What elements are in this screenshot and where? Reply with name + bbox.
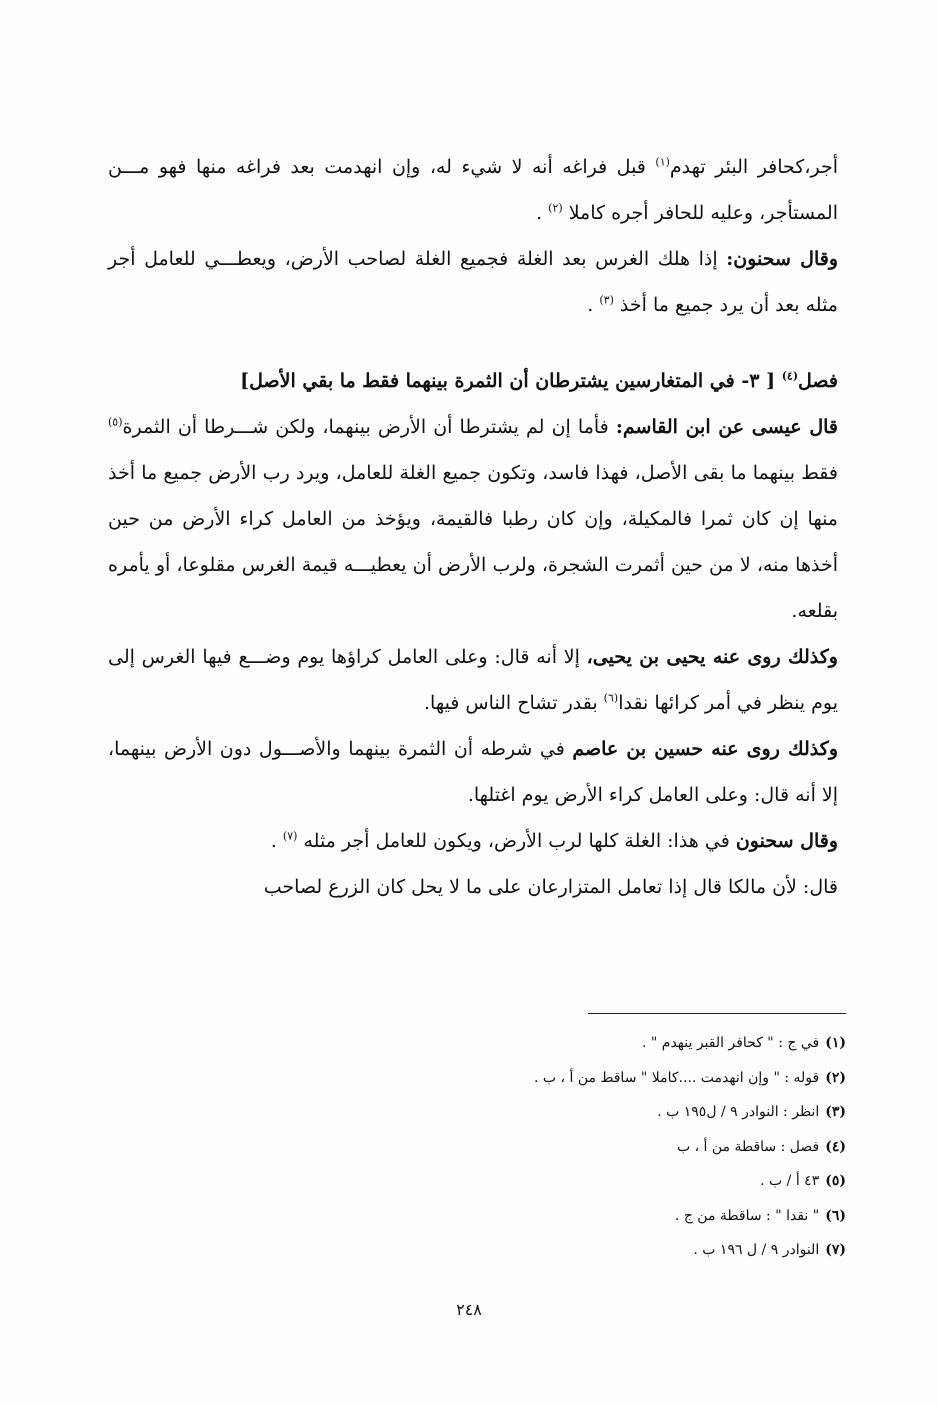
footnote-ref: (٦) [603, 691, 619, 705]
footnote-text: ٤٣ أ / ب . [760, 1173, 820, 1189]
footnote-text: في ج : " كحافر القبر ينهدم " . [642, 1035, 820, 1051]
text-span: في شرطه أن الثمرة بينهما والأصـــول دون الأرض بينهما، إلا أنه قال: وعلى العامل كراء الأرض يوم اغتلها. [108, 738, 838, 806]
paragraph-4 [108, 634, 838, 726]
paragraph-2 [108, 236, 838, 328]
speaker-bold: وكذلك روى عنه حسين بن عاصم [572, 738, 838, 760]
paragraph-7 [108, 864, 838, 910]
footnote-number: (٥) [825, 1173, 846, 1189]
text-span: في هذا: الغلة كلها لرب الأرض، ويكون للعامل أجر مثله [297, 830, 736, 852]
text-span: فقط بينهما ما بقى الأصل، فهذا فاسد، وتكون جميع الغلة للعامل، ويرد رب الأرض جميع ما أخذ منها إن كان ثمرا فالمكيلة، وإن كان رطبا فالقيمة، ويؤخذ من العامل كراء الأرض من حين أخذها منه، لا من حين أثمرت الشجرة، ولرب الأرض أن يعطيـــه قيمة الغرس مقلوعا، أو يأمره بقلعه. [108, 462, 838, 622]
speaker-bold: وكذلك روى عنه يحيى بن يحيى، [586, 646, 838, 668]
text-span: . [536, 202, 549, 224]
footnote-ref: (٢) [548, 201, 563, 215]
footnote-ref: (٧) [282, 829, 298, 843]
text-span: إلا أنه قال: وعلى العامل كراؤها يوم وضـــع فيها الغرس إلى يوم ينظر في أمر كرائها نقدا [108, 646, 838, 714]
text-span: أجر،كحافر البئر تهدم [669, 156, 839, 178]
section-heading [108, 358, 838, 404]
footnote-number: (٦) [825, 1207, 846, 1224]
text-span: . [587, 294, 600, 316]
footnote-ref: (٤) [781, 369, 799, 383]
text-span: بقدر تشاح الناس فيها. [423, 692, 604, 714]
footnote-6 [346, 1199, 846, 1234]
footnote-number: (٢) [825, 1069, 846, 1086]
text-span: . [270, 830, 283, 852]
paragraph-6 [108, 818, 838, 864]
footnote-4 [346, 1130, 846, 1165]
footnote-number: (٧) [825, 1242, 846, 1258]
text-span: قبل فراغه أنه لا شيء له، وإن انهدمت بعد فراغه منها فهو مـــن المستأجر، وعليه للحافر أجره كاملا [108, 156, 838, 224]
paragraph-3 [108, 404, 838, 634]
footnote-number: (٤) [825, 1138, 846, 1155]
speaker-bold: وقال سحنون: [726, 248, 838, 270]
footnote-text: قوله : " وإن انهدمت ....كاملا " ساقط من أ ، ب . [534, 1069, 820, 1086]
text-span: فأما إن لم يشترطا أن الأرض بينهما، ولكن شـــرطا أن الثمرة [122, 416, 616, 438]
text-span: قال: لأن مالكا قال إذا تعامل المتزارعان على ما لا يحل كان الزرع لصاحب [263, 876, 838, 898]
footnote-text: " نقدا " : ساقطة من ج . [674, 1207, 820, 1224]
footnote-text: فصل : ساقطة من أ ، ب [676, 1138, 820, 1155]
text-span: إذا هلك الغرس بعد الغلة فجميع الغلة لصاحب الأرض، ويعطـــي للعامل أجر مثله بعد أن يرد جميع ما أخذ [108, 248, 838, 316]
footnote-5 [346, 1164, 846, 1199]
heading-title: [ ٣- في المتغارسين يشترطان أن الثمرة بينهما فقط ما بقي الأصل] [240, 370, 782, 392]
footnote-ref: (٣) [599, 293, 614, 307]
footnotes [346, 1026, 846, 1268]
footnote-1 [346, 1026, 846, 1061]
paragraph-5 [108, 726, 838, 818]
footnote-number: (١) [825, 1035, 846, 1051]
footnote-ref: (١) [655, 155, 670, 169]
footnote-text: انظر : النوادر ٩ / ل١٩٥ ب . [657, 1104, 820, 1120]
paragraph-1 [108, 144, 838, 236]
footnote-text: النوادر ٩ / ل ١٩٦ ب . [693, 1242, 820, 1258]
speaker-bold: وقال سحنون [735, 830, 838, 852]
main-text [108, 144, 838, 910]
page-number: ٢٤٨ [456, 1300, 482, 1319]
speaker-bold: قال عيسى عن ابن القاسم: [615, 416, 838, 438]
footnote-ref: (٥) [108, 415, 123, 429]
footnote-3 [346, 1095, 846, 1130]
footnote-divider [588, 1013, 846, 1014]
footnote-2 [346, 1061, 846, 1096]
heading-word: فصل [798, 370, 838, 392]
footnote-7 [346, 1233, 846, 1268]
footnote-number: (٣) [825, 1104, 846, 1120]
